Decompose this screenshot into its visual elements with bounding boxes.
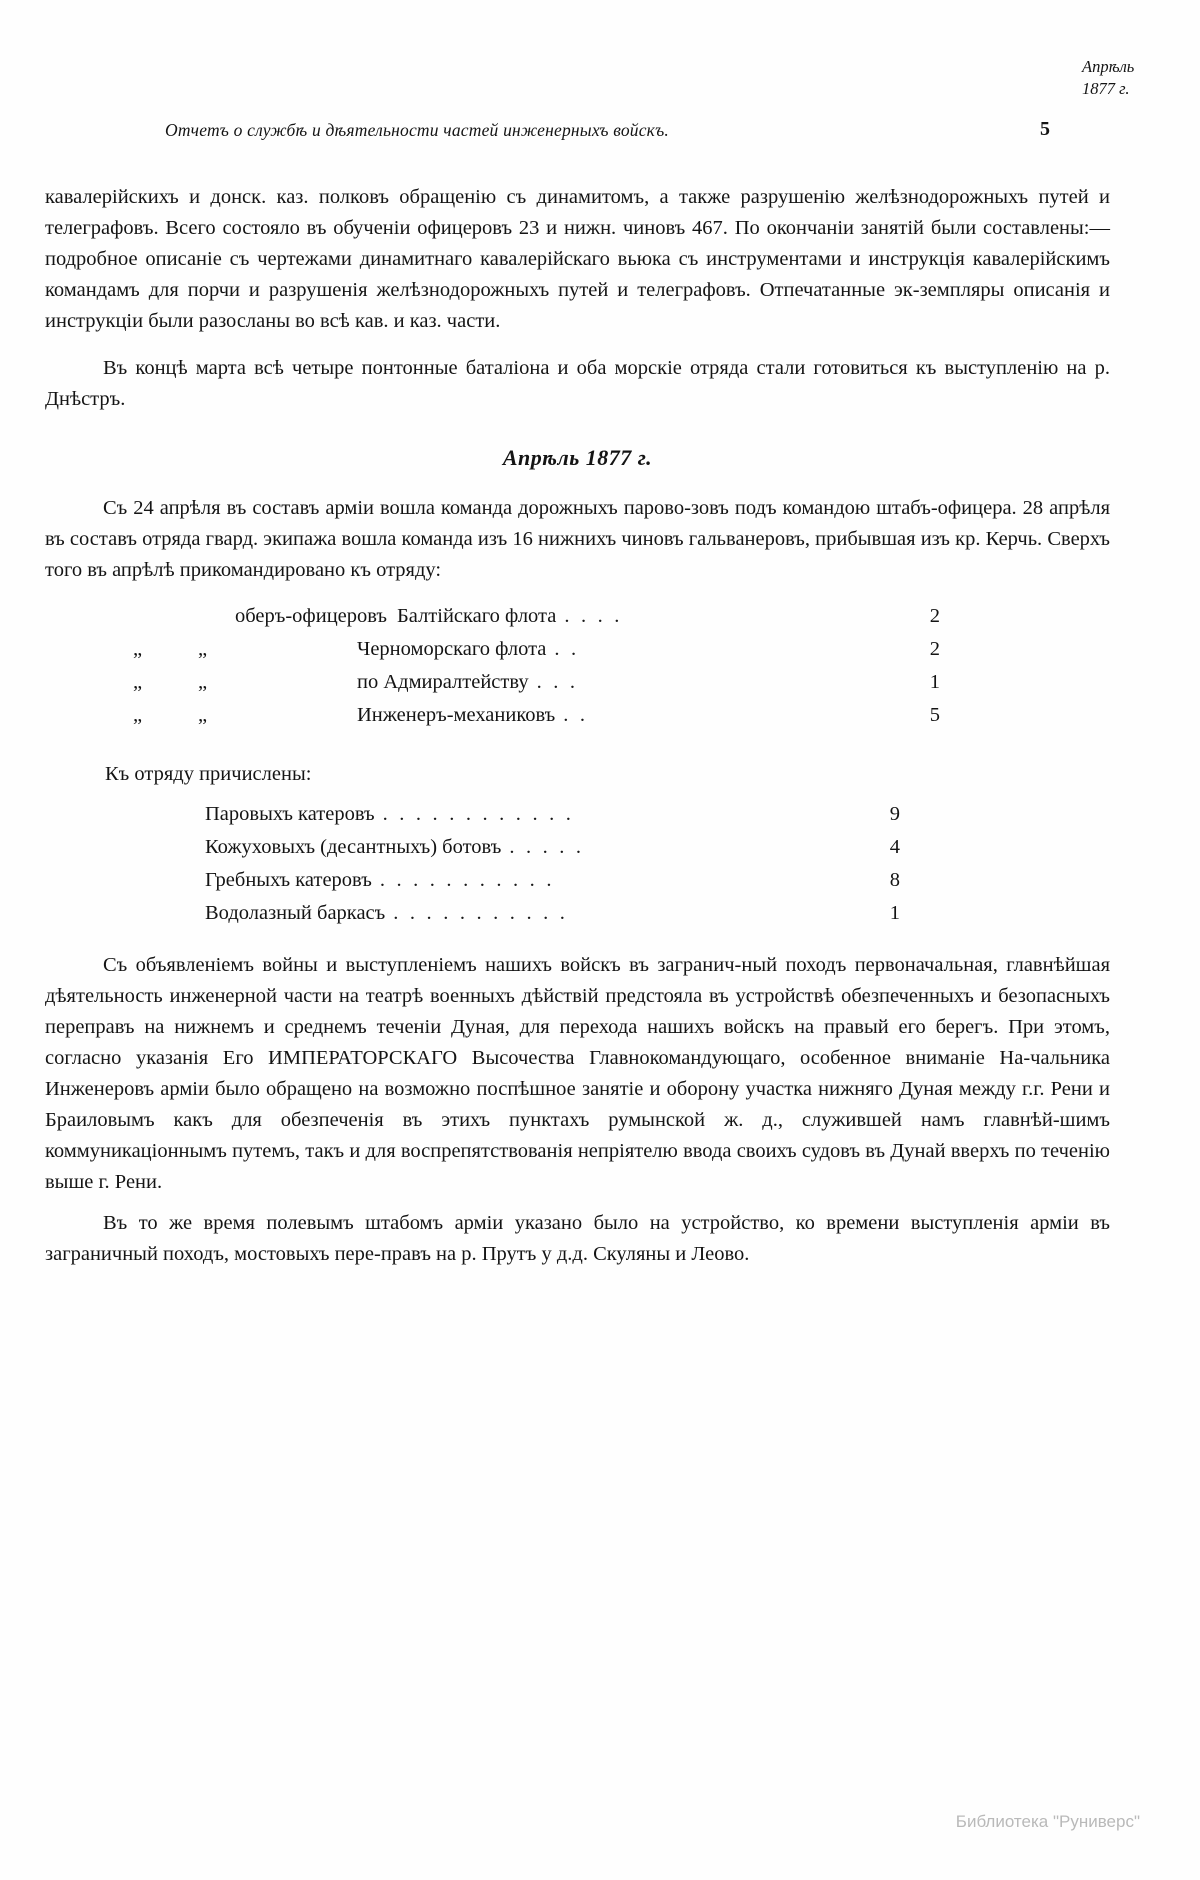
list-item-value: 1 bbox=[889, 902, 900, 925]
spacer bbox=[45, 934, 1110, 950]
list-item bbox=[45, 699, 1110, 732]
leader-dots: . . . . . . . . . . . bbox=[393, 902, 569, 925]
list-item bbox=[45, 864, 1110, 897]
paragraph-1: кавалерійскихъ и донск. каз. полковъ обращенію съ динамитомъ, а также разрушенію желѣзнодорожныхъ путей и телеграфовъ. Всего состояло въ обученіи офицеровъ 23 и нижн. чиновъ 467. По окончаніи занятій были составлены:—подробное описаніе съ чертежами динамитнаго кавалерійскаго вьюка съ инструментами и инструкція кавалерійскимъ командамъ для порчи и разрушенія желѣзнодорожныхъ путей и телеграфовъ. Отпечатанные эк-земпляры описанія и инструкціи были разосланы во всѣ кав. и каз. части. bbox=[45, 186, 1110, 332]
list-item bbox=[45, 633, 1110, 666]
paragraph-4: Съ объявленіемъ войны и выступленіемъ нашихъ войскъ въ загранич-ный походъ первоначальная, главнѣйшая дѣятельность инженерной части на театрѣ военныхъ дѣйствій предстояла въ устройствѣ обезпеченныхъ и безопасныхъ переправъ на нижнемъ и среднемъ теченіи Дуная, для перехода нашихъ войскъ на правый его берегъ. При этомъ, согласно указанія Его ИМПЕРАТОРСКАГО Высочества Главнокомандующаго, особенное вниманіе На-чальника Инженеровъ арміи было обращено на возможно поспѣшное занятіе и оборону участка нижняго Дуная между г.г. Рени и Браиловымъ какъ для обезпеченія въ этихъ пунктахъ румынской ж. д., служившей намъ главнѣй-шимъ коммуникаціоннымъ путемъ, такъ и для воспрепятствованія непріятелю ввода своихъ судовъ въ Дунай вверхъ по теченію выше г. Рени. bbox=[45, 954, 1110, 1194]
ditto-mark: „ bbox=[132, 670, 143, 693]
officers-list bbox=[45, 600, 1110, 733]
ditto-mark: „ bbox=[197, 704, 208, 727]
marginal-note-line-2: 1877 г. bbox=[1082, 78, 1130, 98]
section-heading: Апрѣль 1877 г. bbox=[502, 444, 653, 470]
marginal-note bbox=[1082, 56, 1192, 100]
ditto-marks bbox=[105, 633, 235, 666]
list-item bbox=[45, 831, 1110, 864]
page-number: 5 bbox=[1040, 118, 1050, 140]
list-item-label: по Адмиралтейству bbox=[357, 670, 529, 693]
list-item-value: 4 bbox=[889, 835, 900, 858]
ditto-marks bbox=[105, 699, 235, 732]
list-item-value: 5 bbox=[929, 704, 940, 727]
list-item-label: Инженеръ-механиковъ bbox=[357, 704, 556, 727]
running-head bbox=[45, 120, 1110, 156]
list-item-label: Кожуховыхъ (десантныхъ) ботовъ bbox=[205, 835, 502, 858]
leader-dots: . . . . bbox=[564, 604, 623, 627]
attached-list-lead: Къ отряду причислены: bbox=[105, 763, 312, 786]
ditto-mark: „ bbox=[132, 637, 143, 660]
list-item-value: 8 bbox=[889, 868, 900, 891]
list-item-label: Гребныхъ катеровъ bbox=[205, 868, 372, 891]
paragraph-2: Въ концѣ марта всѣ четыре понтонные баталіона и оба морскіе отряда стали готовиться къ выступленію на р. Днѣстръ. bbox=[45, 356, 1110, 410]
list-item-label: Балтійскаго флота bbox=[397, 604, 557, 627]
spacer bbox=[45, 337, 1110, 353]
marginal-note-line-1: Апрѣль bbox=[1082, 57, 1135, 76]
ditto-marks bbox=[105, 666, 235, 699]
page-content bbox=[45, 120, 1110, 1270]
spacer bbox=[45, 1198, 1110, 1208]
ditto-mark: „ bbox=[132, 704, 143, 727]
list-item-label: Водолазный баркасъ bbox=[205, 902, 386, 925]
leader-dots: . . . . . . . . . . . . bbox=[382, 802, 575, 825]
list-item-label: Паровыхъ катеровъ bbox=[205, 802, 375, 825]
paragraph-3: Съ 24 апрѣля въ составъ арміи вошла команда дорожныхъ парово-зовъ подъ командою штабъ-офицера. 28 апрѣля въ составъ отряда гвард. экипажа вошла команда изъ 16 нижнихъ чиновъ гальванеровъ, прибывшая изъ кр. Керчь. Сверхъ того въ апрѣлѣ прикомандировано къ отряду: bbox=[45, 496, 1110, 581]
list-item-value: 2 bbox=[929, 604, 940, 627]
list-item-value: 9 bbox=[889, 802, 900, 825]
running-head-title: Отчетъ о службѣ и дѣятельности частей инженерныхъ войскъ. bbox=[165, 120, 669, 140]
leader-dots: . . . . . bbox=[509, 835, 585, 858]
list-item-value: 1 bbox=[929, 670, 940, 693]
leader-dots: . . . bbox=[536, 670, 579, 693]
list-item bbox=[45, 897, 1110, 930]
list-item bbox=[45, 798, 1110, 831]
attached-list bbox=[45, 798, 1110, 931]
leader-dots: . . bbox=[563, 704, 589, 727]
ditto-mark: „ bbox=[197, 637, 208, 660]
list-item-rank: оберъ-офицеровъ bbox=[235, 604, 388, 627]
list-item bbox=[45, 666, 1110, 699]
library-watermark: Библиотека "Руниверс" bbox=[955, 1812, 1140, 1831]
paragraph-5: Въ то же время полевымъ штабомъ арміи указано было на устройство, ко времени выступленія арміи въ заграничный походъ, мостовыхъ пере-правъ на р. Прутъ у д.д. Скуляны и Леово. bbox=[45, 1211, 1110, 1265]
list-item bbox=[45, 600, 1110, 633]
leader-dots: . . bbox=[554, 637, 580, 660]
ditto-mark: „ bbox=[197, 670, 208, 693]
list-item-label: Черноморскаго флота bbox=[357, 637, 547, 660]
list-item-value: 2 bbox=[929, 637, 940, 660]
leader-dots: . . . . . . . . . . . bbox=[379, 868, 555, 891]
